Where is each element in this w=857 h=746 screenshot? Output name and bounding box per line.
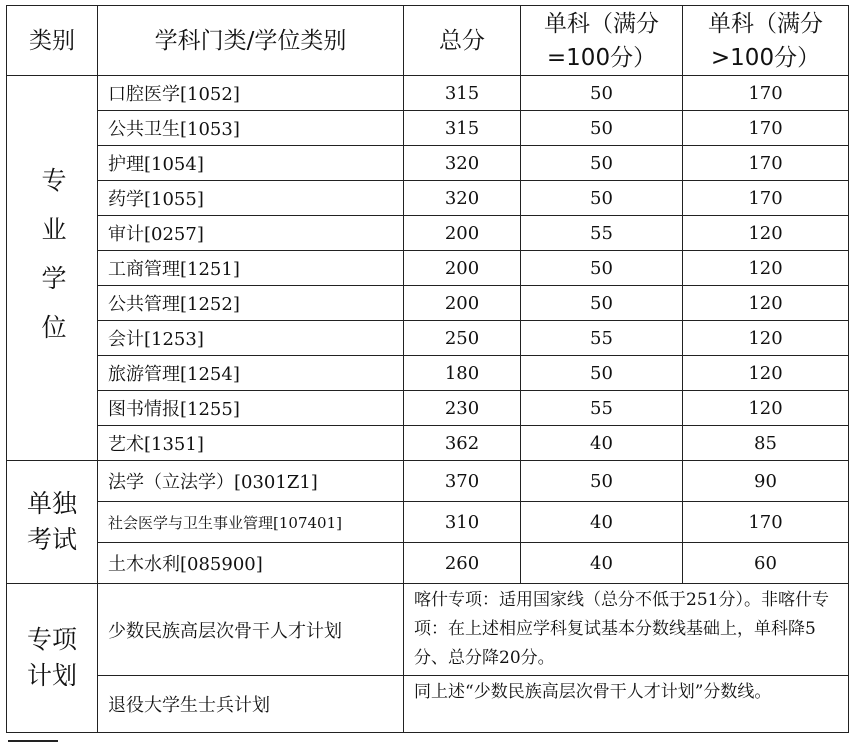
total-cell: 200 bbox=[404, 286, 521, 321]
subject-cell: 公共管理[1252] bbox=[98, 286, 404, 321]
subject-cell: 退役大学生士兵计划 bbox=[98, 676, 404, 733]
single100-cell: 50 bbox=[521, 461, 683, 502]
singlegt100-cell: 170 bbox=[683, 502, 849, 543]
single100-cell: 55 bbox=[521, 216, 683, 251]
total-cell: 320 bbox=[404, 146, 521, 181]
subject-cell: 会计[1253] bbox=[98, 321, 404, 356]
single100-cell: 50 bbox=[521, 111, 683, 146]
singlegt100-cell: 170 bbox=[683, 181, 849, 216]
singlegt100-cell: 90 bbox=[683, 461, 849, 502]
page-footer-fragment bbox=[0, 740, 857, 746]
singlegt100-cell: 120 bbox=[683, 216, 849, 251]
table-row bbox=[7, 584, 849, 676]
subject-cell: 口腔医学[1052] bbox=[98, 76, 404, 111]
table-row bbox=[7, 356, 849, 391]
single100-cell: 40 bbox=[521, 543, 683, 584]
header-category: 类别 bbox=[7, 6, 98, 76]
singlegt100-cell: 120 bbox=[683, 321, 849, 356]
table-row bbox=[7, 76, 849, 111]
singlegt100-cell: 170 bbox=[683, 76, 849, 111]
subject-cell: 公共卫生[1053] bbox=[98, 111, 404, 146]
subject-cell: 审计[0257] bbox=[98, 216, 404, 251]
subject-cell: 艺术[1351] bbox=[98, 426, 404, 461]
table-row bbox=[7, 251, 849, 286]
subject-cell: 图书情报[1255] bbox=[98, 391, 404, 426]
header-single-100: 单科（满分=100分） bbox=[521, 6, 683, 76]
singlegt100-cell: 120 bbox=[683, 391, 849, 426]
singlegt100-cell: 120 bbox=[683, 356, 849, 391]
single100-cell: 40 bbox=[521, 502, 683, 543]
category-separate-exam bbox=[7, 461, 98, 584]
note-cell: 同上述“少数民族高层次骨干人才计划”分数线。 bbox=[404, 676, 849, 733]
note-cell: 喀什专项：适用国家线（总分不低于251分）。非喀什专项：在上述相应学科复试基本分数线基础上，单科降5分、总分降20分。 bbox=[404, 584, 849, 676]
total-cell: 260 bbox=[404, 543, 521, 584]
subject-cell: 护理[1054] bbox=[98, 146, 404, 181]
total-cell: 320 bbox=[404, 181, 521, 216]
single100-cell: 50 bbox=[521, 76, 683, 111]
singlegt100-cell: 60 bbox=[683, 543, 849, 584]
table-row bbox=[7, 502, 849, 543]
single100-cell: 50 bbox=[521, 251, 683, 286]
header-single-gt100: 单科（满分>100分） bbox=[683, 6, 849, 76]
single100-cell: 50 bbox=[521, 146, 683, 181]
header-total: 总分 bbox=[404, 6, 521, 76]
total-cell: 200 bbox=[404, 251, 521, 286]
subject-cell: 旅游管理[1254] bbox=[98, 356, 404, 391]
total-cell: 315 bbox=[404, 111, 521, 146]
header-subject: 学科门类/学位类别 bbox=[98, 6, 404, 76]
category-professional: 专业学位 bbox=[7, 76, 98, 461]
single100-cell: 50 bbox=[521, 356, 683, 391]
category-separate-exam-label: 单独考试 bbox=[26, 489, 77, 554]
subject-cell: 工商管理[1251] bbox=[98, 251, 404, 286]
singlegt100-cell: 120 bbox=[683, 286, 849, 321]
table-row bbox=[7, 146, 849, 181]
table-row bbox=[7, 216, 849, 251]
subject-cell: 法学（立法学）[0301Z1] bbox=[98, 461, 404, 502]
table-row bbox=[7, 321, 849, 356]
category-special-plan bbox=[7, 584, 98, 733]
footer-rule bbox=[8, 740, 58, 745]
single100-cell: 50 bbox=[521, 181, 683, 216]
subject-cell: 土木水利[085900] bbox=[98, 543, 404, 584]
total-cell: 370 bbox=[404, 461, 521, 502]
subject-cell: 少数民族高层次骨干人才计划 bbox=[98, 584, 404, 676]
score-table bbox=[6, 5, 849, 733]
table-row bbox=[7, 461, 849, 502]
single100-cell: 50 bbox=[521, 286, 683, 321]
category-special-plan-label: 专项计划 bbox=[26, 625, 77, 690]
table-row bbox=[7, 543, 849, 584]
singlegt100-cell: 170 bbox=[683, 111, 849, 146]
table-row bbox=[7, 286, 849, 321]
subject-cell: 药学[1055] bbox=[98, 181, 404, 216]
table-row bbox=[7, 111, 849, 146]
singlegt100-cell: 85 bbox=[683, 426, 849, 461]
singlegt100-cell: 120 bbox=[683, 251, 849, 286]
total-cell: 250 bbox=[404, 321, 521, 356]
total-cell: 362 bbox=[404, 426, 521, 461]
singlegt100-cell: 170 bbox=[683, 146, 849, 181]
total-cell: 180 bbox=[404, 356, 521, 391]
single100-cell: 55 bbox=[521, 391, 683, 426]
single100-cell: 55 bbox=[521, 321, 683, 356]
single100-cell: 40 bbox=[521, 426, 683, 461]
total-cell: 315 bbox=[404, 76, 521, 111]
table-row bbox=[7, 391, 849, 426]
total-cell: 310 bbox=[404, 502, 521, 543]
table-row bbox=[7, 426, 849, 461]
table-row bbox=[7, 676, 849, 733]
total-cell: 200 bbox=[404, 216, 521, 251]
header-row bbox=[7, 6, 849, 76]
table-row bbox=[7, 181, 849, 216]
subject-cell: 社会医学与卫生事业管理[107401] bbox=[98, 502, 404, 543]
total-cell: 230 bbox=[404, 391, 521, 426]
